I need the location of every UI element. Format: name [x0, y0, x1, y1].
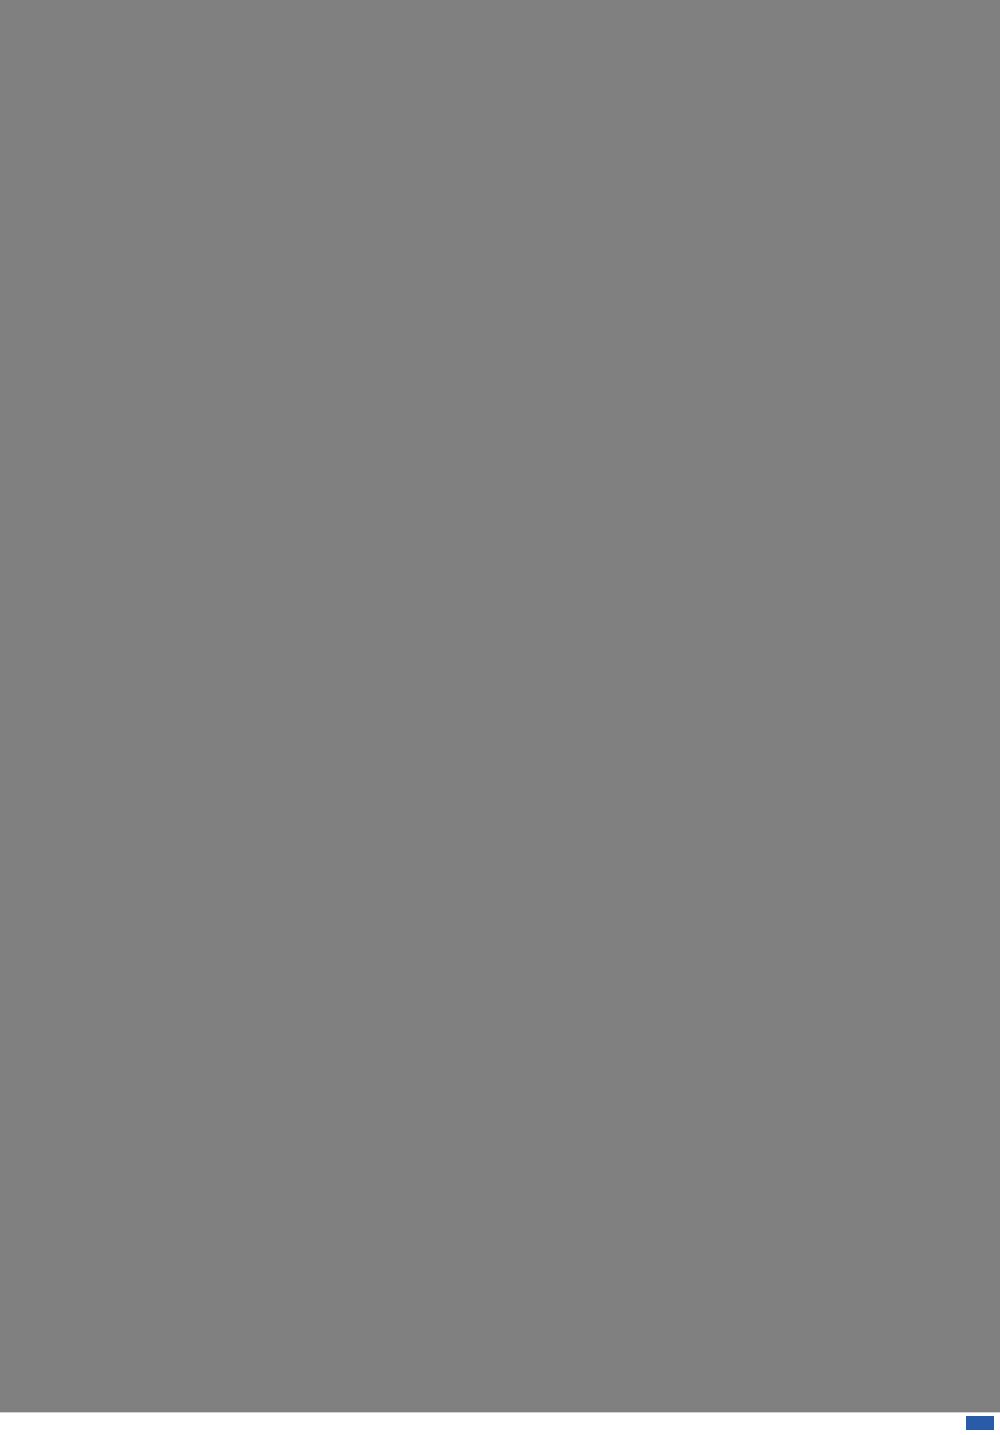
dfg-logo	[966, 1416, 994, 1430]
page-content	[153, 124, 843, 138]
footer-bar	[0, 1412, 1000, 1435]
